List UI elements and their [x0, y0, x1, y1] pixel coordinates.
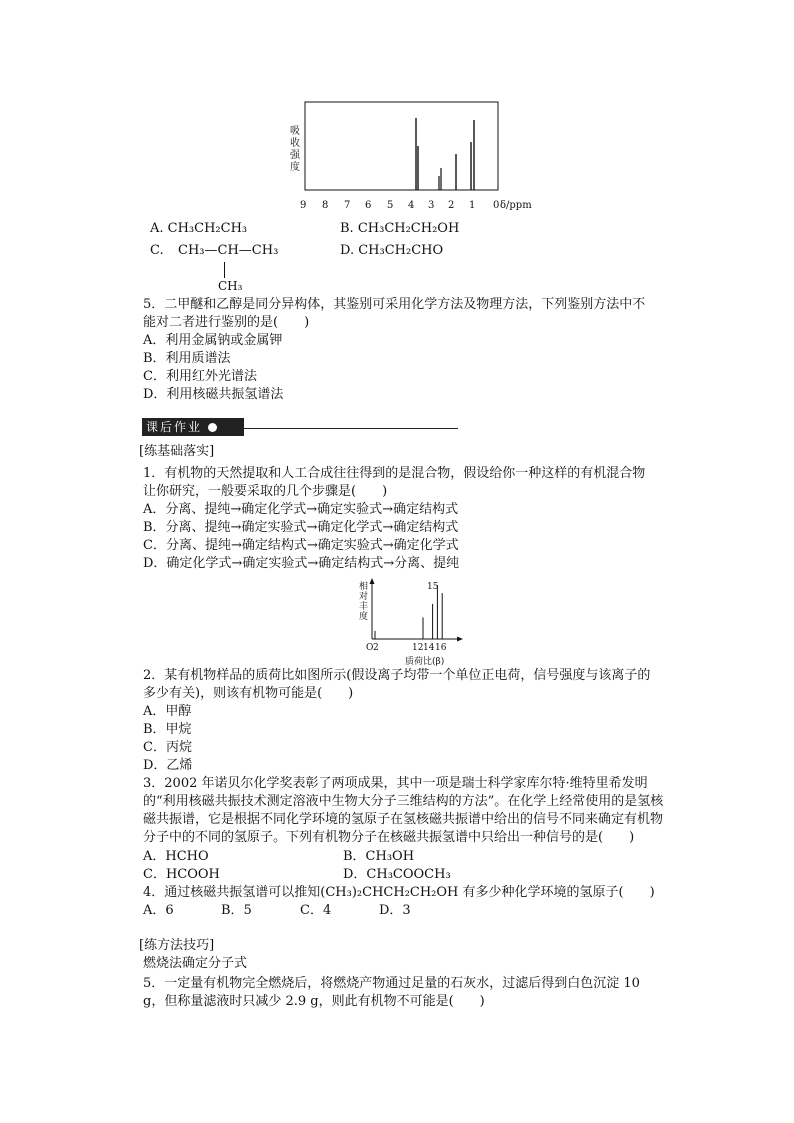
ms-ylabel-1: 相 — [359, 582, 369, 592]
nmr-tick-label: 2 — [448, 200, 455, 211]
question-1-option: D．确定化学式→确定实验式→确定结构式→分离、提纯 — [143, 556, 460, 571]
question-2-line: 2．某有机物样品的质荷比如图所示(假设离子均带一个单位正电荷，信号强度与该离子的 — [143, 668, 651, 683]
ms-origin-label: O — [366, 643, 374, 653]
nmr-tick-label: 6 — [365, 200, 372, 211]
question-5-line: g，但称量滤液时只减少 2.9 g，则此有机物不可能是( ) — [143, 994, 485, 1009]
ms-ylabel — [359, 580, 368, 622]
nmr-tick-label: 1 — [469, 200, 476, 211]
option-b: B. CH₃CH₂CH₂OH — [340, 221, 460, 236]
question-5-pre-option: C．利用红外光谱法 — [143, 369, 257, 384]
nmr-tick-label: 5 — [387, 200, 394, 211]
ms-ylabel-4: 度 — [359, 612, 369, 622]
ms-y-arrow — [370, 578, 375, 584]
ms-tick-label: 12 — [412, 643, 424, 653]
ms-tick-label: 2 — [373, 643, 379, 653]
question-4-option-d: D．3 — [379, 903, 411, 918]
nmr-tick-label: 7 — [344, 200, 351, 211]
question-3-line: 磁共振谱，它是根据不同化学环境的氢原子在氢核磁共振谱中给出的信号不同来确定有机物 — [143, 812, 664, 827]
question-4-option-b: B．5 — [221, 903, 252, 918]
subheading: 燃烧法确定分子式 — [143, 956, 248, 971]
nmr-ylabel-3: 强 — [290, 150, 300, 161]
question-2-line: 多少有关)，则该有机物可能是( ) — [143, 686, 354, 701]
nmr-ylabel-2: 收 — [290, 138, 300, 149]
question-5-pre-option: D．利用核磁共振氢谱法 — [143, 387, 284, 402]
mass-spectrum-figure — [355, 577, 470, 669]
question-3-line: 的“利用核磁共振技术测定溶液中生物大分子三维结构的方法”。在化学上经常使用的是氢核 — [143, 794, 664, 809]
question-3-option-b: B．CH₃OH — [343, 849, 415, 864]
nmr-ylabel-1: 吸 — [290, 126, 300, 137]
question-4-option-c: C．4 — [300, 903, 332, 918]
option-c-bond — [224, 262, 225, 278]
question-3-option-d: D．CH₃COOCH₃ — [343, 867, 451, 882]
question-4-line: 4．通过核磁共振氢谱可以推知(CH₃)₂CHCH₂CH₂OH 有多少种化学环境的氢原子( ) — [143, 885, 655, 900]
question-3-line: 3．2002 年诺贝尔化学奖表彰了两项成果，其中一项是瑞士科学家库尔特·维特里希发明 — [143, 776, 648, 791]
question-5-line: 5．一定量有机物完全燃烧后，将燃烧产物通过足量的石灰水，过滤后得到白色沉淀 10 — [143, 976, 640, 991]
question-1-line: 1．有机物的天然提取和人工合成往往得到的是混合物，假设给你一种这样的有机混合物 — [143, 466, 646, 481]
banner-rule — [240, 428, 458, 429]
nmr-axis-unit: δ/ppm — [500, 200, 532, 211]
question-5-pre-option: B．利用质谱法 — [143, 351, 231, 366]
question-2-option: C．丙烷 — [143, 740, 192, 755]
option-a: A. CH₃CH₂CH₃ — [150, 221, 248, 236]
banner-label: 课后作业 — [146, 420, 203, 434]
ms-xlabel: 质荷比(β) — [405, 657, 445, 667]
nmr-frame — [305, 102, 498, 190]
question-4-option-a: A．6 — [143, 903, 174, 918]
option-c-branch: CH₃ — [218, 279, 243, 293]
section-heading: [练基础落实] — [139, 444, 215, 459]
ms-tick-label: 14 — [423, 643, 435, 653]
nmr-spectrum-figure — [280, 98, 550, 214]
question-5-pre-line: 能对二者进行鉴别的是( ) — [143, 315, 310, 330]
question-5-pre-option: A．利用金属钠或金属钾 — [143, 333, 283, 348]
nmr-tick-label: 9 — [300, 200, 307, 211]
ms-ylabel-3: 丰 — [359, 602, 369, 612]
section-banner — [142, 418, 244, 436]
question-1-option: B．分离、提纯→确定实验式→确定化学式→确定结构式 — [143, 520, 459, 535]
ms-peak-label: 15 — [427, 582, 439, 592]
ms-ylabel-2: 对 — [359, 592, 369, 602]
question-2-option: B．甲烷 — [143, 722, 192, 737]
option-c-formula: CH₃—CH—CH₃ — [178, 243, 279, 258]
question-3-option-c: C．HCOOH — [143, 867, 220, 882]
nmr-tick-label: 4 — [408, 200, 415, 211]
nmr-tick-label: 0 — [493, 200, 500, 211]
question-1-line: 让你研究，一般要采取的几个步骤是( ) — [143, 484, 388, 499]
question-3-line: 分子中的不同的氢原子。下列有机物分子在核磁共振氢谱中只给出一种信号的是( ) — [143, 830, 635, 845]
option-c-prefix: C. — [150, 243, 164, 258]
question-1-option: A．分离、提纯→确定化学式→确定实验式→确定结构式 — [143, 502, 459, 517]
banner-dot-icon — [208, 423, 217, 432]
ms-x-arrow — [457, 637, 463, 642]
nmr-tick-label: 3 — [428, 200, 435, 211]
nmr-tick-label: 8 — [322, 200, 329, 211]
section-heading: [练方法技巧] — [139, 938, 215, 953]
question-5-pre-line: 5．二甲醚和乙醇是同分异构体，其鉴别可采用化学方法及物理方法，下列鉴别方法中不 — [143, 297, 646, 312]
question-3-option-a: A．HCHO — [143, 849, 209, 864]
question-1-option: C．分离、提纯→确定结构式→确定实验式→确定化学式 — [143, 538, 459, 553]
ms-tick-label: 16 — [435, 643, 447, 653]
question-2-option: A．甲醇 — [143, 704, 192, 719]
option-d: D. CH₃CH₂CHO — [340, 243, 444, 258]
question-2-option: D．乙烯 — [143, 758, 193, 773]
nmr-ylabel-4: 度 — [290, 162, 300, 173]
